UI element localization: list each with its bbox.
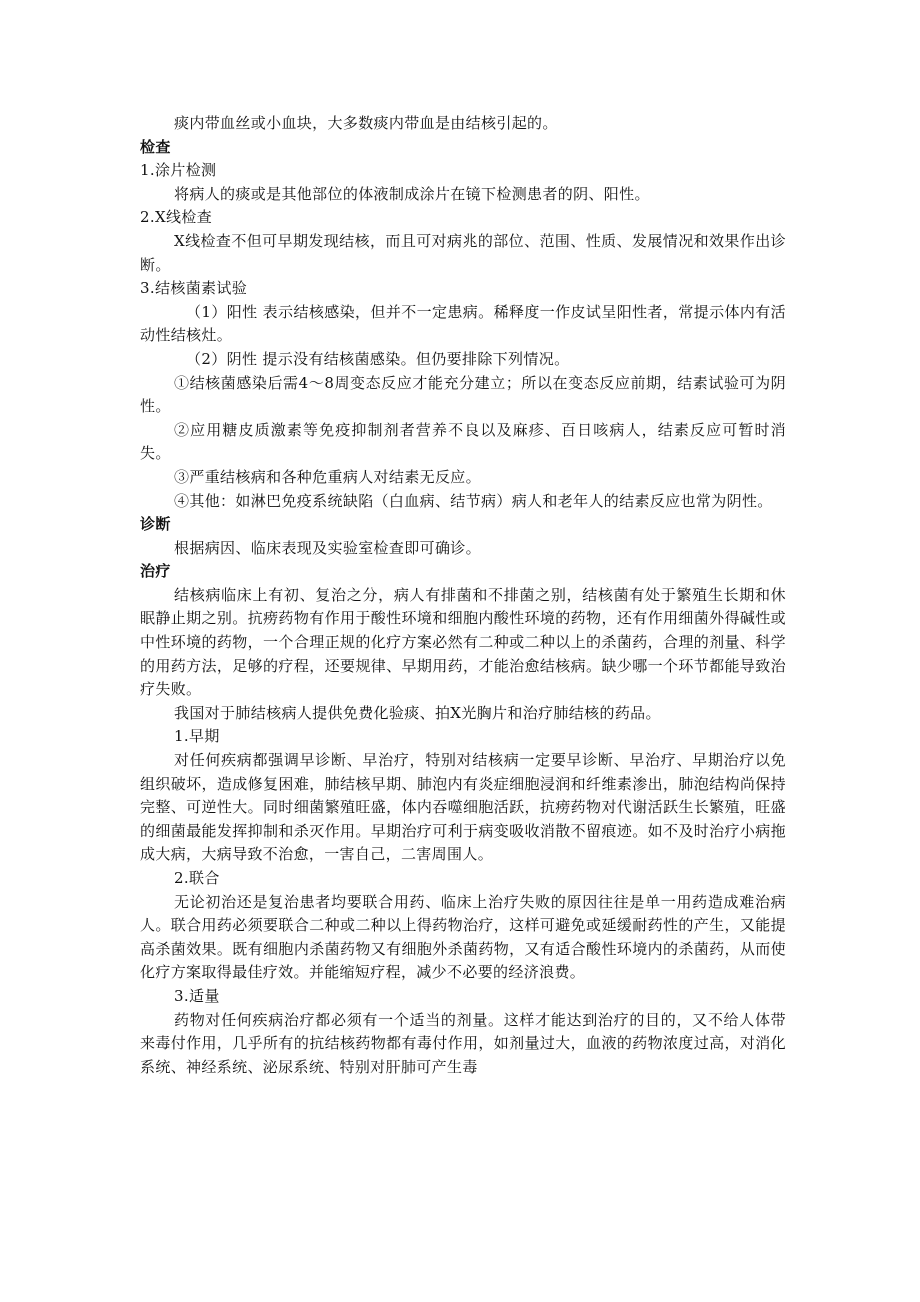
paragraph-intro: 痰内带血丝或小血块，大多数痰内带血是由结核引起的。 [174,114,558,132]
subheading-xray: 2.X线检查 [140,208,213,227]
subheading-early: 1.早期 [174,727,220,746]
subheading-tb-test: 3.结核菌素试验 [140,279,248,298]
paragraph-negative-3: ③严重结核病和各种危重病人对结素无反应。 [174,467,482,486]
paragraph-negative-4: ④其他：如淋巴免疫系统缺陷（白血病、结节病）病人和老年人的结素反应也常为阴性。 [174,491,773,510]
paragraph-treatment-1: 结核病临床上有初、复治之分，病人有排菌和不排菌之别，结核菌有处于繁殖生长期和休眠静止期之别。抗痨药物有作用于酸性环境和细胞内酸性环境的药物，还有作用细菌外得碱性或中性环境的药物，一个合理正规的化疗方案必然有二种或二种以上的杀菌药，合理的剂量、科学的用药方法，足够的疗程，还要规律、早期用药，才能治愈结核病。缺少哪一个环节都能导致治疗失败。 [140,585,786,699]
paragraph-combination: 无论初治还是复治患者均要联合用药、临床上治疗失败的原因往往是单一用药造成难治病人。联合用药必须要联合二种或二种以上得药物治疗，这样可避免或延缓耐药性的产生，又能提高杀菌效果。既有细胞内杀菌药物又有细胞外杀菌药物，又有适合酸性环境内的杀菌药，从而使化疗方案取得最佳疗效。并能缩短疗程，减少不必要的经济浪费。 [140,892,786,982]
paragraph-negative-1: ①结核菌感染后需4～8周变态反应才能充分建立；所以在变态反应前期，结素试验可为阴性。 [140,373,786,416]
subheading-dose: 3.适量 [174,986,220,1005]
paragraph-dose: 药物对任何疾病治疗都必须有一个适当的剂量。这样才能达到治疗的目的，又不给人体带来毒付作用，几乎所有的抗结核药物都有毒付作用，如剂量过大，血液的药物浓度过高，对消化系统、神经系统、泌尿系统、特别对肝肺可产生毒 [140,1010,786,1076]
paragraph-early: 对任何疾病都强调早诊断、早治疗，特别对结核病一定要早诊断、早治疗、早期治疗以免组织破坏，造成修复困难，肺结核早期、肺泡内有炎症细胞浸润和纤维素渗出，肺泡结构尚保持完整、可逆性大。同时细菌繁殖旺盛，体内吞噬细胞活跃，抗痨药物对代谢活跃生长繁殖，旺盛的细菌最能发挥抑制和杀灭作用。早期治疗可利于病变吸收消散不留痕迹。如不及时治疗小病拖成大病，大病导致不治愈，一害自己，二害周围人。 [140,751,786,864]
subheading-smear: 1.涂片检测 [140,161,217,180]
heading-treatment: 治疗 [140,562,171,581]
paragraph-negative: （2）阴性 提示没有结核菌感染。但仍要排除下列情况。 [186,349,570,368]
heading-diagnosis: 诊断 [140,515,171,534]
paragraph-negative-2: ②应用糖皮质激素等免疫抑制剂者营养不良以及麻疹、百日咳病人，结素反应可暂时消失。 [140,420,786,463]
paragraph-treatment-2: 我国对于肺结核病人提供免费化验痰、拍X光胸片和治疗肺结核的药品。 [174,703,661,722]
heading-exam: 检查 [140,137,171,156]
paragraph-smear: 将病人的痰或是其他部位的体液制成涂片在镜下检测患者的阴、阳性。 [174,184,650,203]
paragraph-diagnosis: 根据病因、临床表现及实验室检查即可确诊。 [174,538,482,557]
document-body [140,112,786,1079]
subheading-combination: 2.联合 [174,869,220,887]
paragraph-xray: X线检查不但可早期发现结核，而且可对病兆的部位、范围、性质、发展情况和效果作出诊断。 [140,231,786,274]
paragraph-positive: （1）阳性 表示结核感染，但并不一定患病。稀释度一作皮试呈阳性者，常提示体内有活动性结核灶。 [140,302,786,345]
